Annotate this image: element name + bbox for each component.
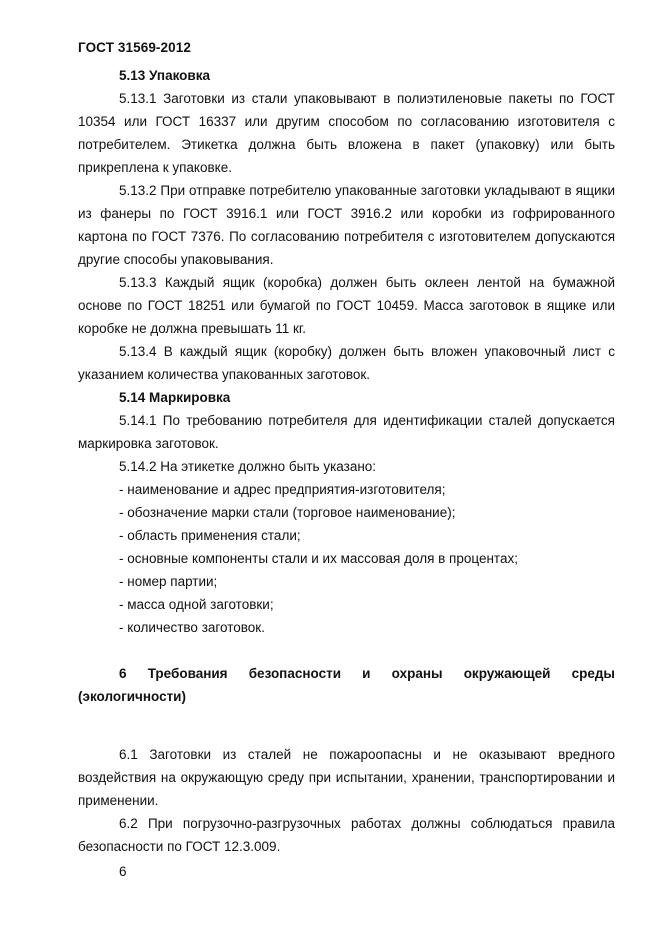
section-6-word: безопасности	[248, 666, 341, 681]
section-6-word: Требования	[147, 666, 228, 681]
paragraph-5-13-2: 5.13.2 При отправке потребителю упакованные заготовки укладывают в ящики из фанеры по ГОСТ 3916.1 или ГОСТ 3916.2 или коробки из гофрированного картона по ГОСТ 7376. По согласованию потребителя с изготовителем допускаются другие способы упаковывания.	[78, 183, 615, 267]
paragraph-5-14-1: 5.14.1 По требованию потребителя для идентификации сталей допускается маркировка заготовок.	[78, 413, 615, 451]
page-number: 6	[119, 864, 127, 879]
spacer	[78, 639, 615, 662]
list-item: - наименование и адрес предприятия-изготовителя;	[119, 482, 446, 497]
paragraph-6-2: 6.2 При погрузочно-разгрузочных работах должны соблюдаться правила безопасности по ГОСТ 12.3.009.	[78, 816, 615, 854]
document-header: ГОСТ 31569-2012	[78, 40, 191, 55]
list-item: - номер партии;	[119, 574, 218, 589]
section-6-word: окружающей	[463, 666, 551, 681]
paragraph-6-1: 6.1 Заготовки из сталей не пожароопасны и не оказывают вредного воздействия на окружающую среду при испытании, хранении, транспортировании и применении.	[78, 747, 615, 808]
section-6-word: охраны	[391, 666, 443, 681]
section-6-heading	[78, 662, 615, 685]
section-6-word: и	[362, 666, 371, 681]
list-item: - количество заготовок.	[119, 620, 265, 635]
section-6-heading-continuation: (экологичности)	[78, 689, 186, 704]
spacer	[78, 708, 615, 731]
list-item: - основные компоненты стали и их массовая доля в процентах;	[119, 551, 518, 566]
list-item: - масса одной заготовки;	[119, 597, 274, 612]
section-heading-marking: 5.14 Маркировка	[119, 390, 231, 405]
paragraph-5-13-1: 5.13.1 Заготовки из стали упаковывают в полиэтиленовые пакеты по ГОСТ 10354 или ГОСТ 16337 или другим способом по согласованию изготовителя с потребителем. Этикетка должна быть вложена в пакет (упаковку) или быть прикреплена к упаковке.	[78, 91, 615, 175]
section-6-word: среды	[571, 666, 615, 681]
section-heading-packaging: 5.13 Упаковка	[119, 68, 210, 83]
spacer	[78, 731, 615, 743]
section-6-number: 6	[119, 666, 127, 681]
paragraph-5-14-2: 5.14.2 На этикетке должно быть указано:	[119, 459, 377, 474]
paragraph-5-13-3: 5.13.3 Каждый ящик (коробка) должен быть оклеен лентой на бумажной основе по ГОСТ 18251 или бумагой по ГОСТ 10459. Масса заготовок в ящике или коробке не должна превышать 11 кг.	[78, 275, 615, 336]
paragraph-5-13-4: 5.13.4 В каждый ящик (коробку) должен быть вложен упаковочный лист с указанием количества упакованных заготовок.	[78, 344, 615, 382]
list-item: - обозначение марки стали (торговое наименование);	[119, 505, 456, 520]
list-item: - область применения стали;	[119, 528, 301, 543]
document-body	[78, 64, 615, 858]
